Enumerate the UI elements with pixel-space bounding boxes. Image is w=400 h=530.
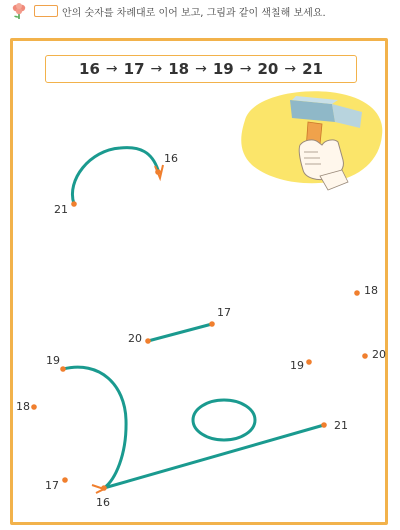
seq-number: 19 xyxy=(212,60,234,78)
dot-label: 17 xyxy=(217,306,231,319)
dot-label: 20 xyxy=(372,348,386,361)
stroke-arc-top xyxy=(72,148,158,204)
dot-label: 16 xyxy=(96,496,110,509)
dot xyxy=(354,290,360,296)
dot xyxy=(321,422,327,428)
stroke-line-16-21 xyxy=(104,425,324,488)
seq-number: 17 xyxy=(123,60,145,78)
arrow-icon: → xyxy=(195,61,207,77)
stroke-curve-19-16 xyxy=(63,367,126,488)
dot xyxy=(60,366,66,372)
dot xyxy=(362,353,368,359)
dot-label: 19 xyxy=(290,359,304,372)
seq-number: 20 xyxy=(257,60,279,78)
dot-label: 18 xyxy=(364,284,378,297)
dot xyxy=(31,404,37,410)
dot-label: 20 xyxy=(128,332,142,345)
arrow-icon: → xyxy=(284,61,297,77)
dot-label: 21 xyxy=(334,419,348,432)
seq-number: 16 xyxy=(79,60,100,78)
stroke-line-17-20 xyxy=(148,324,212,341)
dot xyxy=(209,321,215,327)
instruction-text: 안의 숫자를 차례대로 이어 보고, 그림과 같이 색칠해 보세요. xyxy=(62,7,326,19)
seq-number: 18 xyxy=(168,60,190,78)
dot xyxy=(62,477,68,483)
dot xyxy=(306,359,312,365)
arrow-icon: → xyxy=(105,61,118,77)
dot-label: 17 xyxy=(45,479,59,492)
dot xyxy=(71,201,77,207)
dot-label: 18 xyxy=(16,400,30,413)
dot-label: 21 xyxy=(54,203,68,216)
seq-number: 21 xyxy=(302,60,323,78)
dot-label: 19 xyxy=(46,354,60,367)
arrow-icon: → xyxy=(239,61,252,77)
hammer-hand-illustration xyxy=(241,91,382,190)
dot-label: 16 xyxy=(164,152,178,165)
dot xyxy=(101,485,107,491)
stroke-ellipse xyxy=(193,400,255,440)
arrow-icon: → xyxy=(150,61,163,77)
dot xyxy=(145,338,151,344)
dot xyxy=(155,169,161,175)
